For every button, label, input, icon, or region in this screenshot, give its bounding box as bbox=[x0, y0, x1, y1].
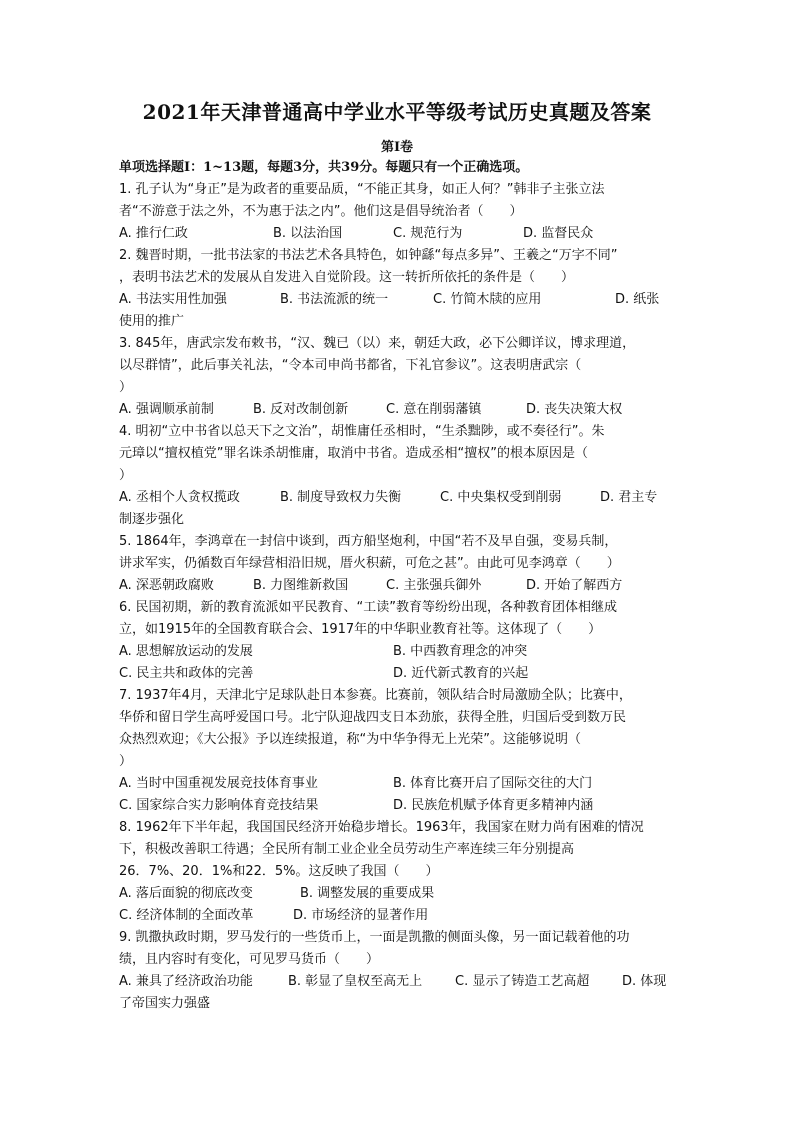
question-5-option-c: C. 主张强兵御外 bbox=[386, 578, 482, 593]
volume-heading: 第I卷 bbox=[380, 140, 414, 155]
question-7-line-3: 众热烈欢迎；《大公报》予以连续报道，称“为中华争得无上光荣”。这能够说明（ bbox=[119, 732, 581, 747]
question-4-option-a: A. 丞相个人贪权揽政 bbox=[119, 490, 240, 505]
question-7-option-a: A. 当时中国重视发展竞技体育事业 bbox=[119, 776, 318, 791]
question-7-line-2: 华侨和留日学生高呼爱国口号。北宁队迎战四支日本劲旅，获得全胜，归国后受到数万民 bbox=[119, 710, 627, 725]
question-5-option-a: A. 深恶朝政腐败 bbox=[119, 578, 214, 593]
question-4-option-d: D. 君主专 bbox=[600, 490, 658, 505]
question-8-line-3: 26．7%、20．1%和22．5%。这反映了我国（ ） bbox=[119, 864, 439, 879]
question-8-option-a: A. 落后面貌的彻底改变 bbox=[119, 886, 253, 901]
question-2-line-1: 2. 魏晋时期，一批书法家的书法艺术各具特色，如钟繇“每点多异”、王羲之“万字不同” bbox=[119, 248, 618, 263]
question-4-line-2: 元璋以“擅权植党”罪名诛杀胡惟庸，取消中书省。造成丞相“擅权”的根本原因是（ bbox=[119, 446, 588, 461]
question-4-line-1: 4. 明初“立中书省以总天下之文治”，胡惟庸任丞相时，“生杀黜陟，或不奏径行”。朱 bbox=[119, 424, 605, 439]
section-instructions: 单项选择题I：1~13题，每题3分，共39分。每题只有一个正确选项。 bbox=[119, 160, 529, 175]
question-4-line-3: ） bbox=[119, 468, 133, 483]
question-3-option-c: C. 意在削弱藩镇 bbox=[386, 402, 482, 417]
question-9-option-b: B. 彰显了皇权至高无上 bbox=[288, 974, 423, 989]
question-9-option-d-continued: 了帝国实力强盛 bbox=[119, 996, 211, 1011]
question-7-option-c: C. 国家综合实力影响体育竞技结果 bbox=[119, 798, 319, 813]
question-2-line-2: ，表明书法艺术的发展从自发进入自觉阶段。这一转折所依托的条件是（ ） bbox=[119, 270, 575, 285]
question-9-line-1: 9. 凯撒执政时期，罗马发行的一些货币上，一面是凯撒的侧面头像，另一面记载着他的功 bbox=[119, 930, 630, 945]
question-7-line-1: 7. 1937年4月，天津北宁足球队赴日本参赛。比赛前，领队结合时局激励全队；比赛中， bbox=[119, 688, 632, 703]
question-3-option-b: B. 反对改制创新 bbox=[253, 402, 349, 417]
question-4-option-b: B. 制度导致权力失衡 bbox=[280, 490, 402, 505]
question-9-option-a: A. 兼具了经济政治功能 bbox=[119, 974, 253, 989]
question-9-line-2: 绩，且内容时有变化，可见罗马货币（ ） bbox=[119, 952, 380, 967]
question-4-option-d-continued: 制逐步强化 bbox=[119, 512, 185, 527]
question-5-option-b: B. 力图维新救国 bbox=[253, 578, 349, 593]
question-2-option-a: A. 书法实用性加强 bbox=[119, 292, 227, 307]
question-3-option-a: A. 强调顺承前制 bbox=[119, 402, 214, 417]
question-2-option-b: B. 书法流派的统一 bbox=[280, 292, 389, 307]
question-8-option-d: D. 市场经济的显著作用 bbox=[293, 908, 429, 923]
question-5-line-1: 5. 1864年，李鸿章在一封信中谈到，西方船坚炮利，中国“若不及早自强，变易兵制， bbox=[119, 534, 618, 549]
question-8-line-2: 下，积极改善职工待遇；全民所有制工业企业全员劳动生产率连续三年分别提高 bbox=[119, 842, 575, 857]
question-5-option-d: D. 开始了解西方 bbox=[526, 578, 623, 593]
question-7-option-d: D. 民族危机赋予体育更多精神内涵 bbox=[393, 798, 594, 813]
question-2-option-d: D. 纸张 bbox=[615, 292, 660, 307]
question-3-option-d: D. 丧失决策大权 bbox=[526, 402, 623, 417]
question-1-option-a: A. 推行仁政 bbox=[119, 226, 188, 241]
question-2-option-d-continued: 使用的推广 bbox=[119, 314, 185, 329]
question-6-option-b: B. 中西教育理念的冲突 bbox=[393, 644, 528, 659]
question-7-option-b: B. 体育比赛开启了国际交往的大门 bbox=[393, 776, 593, 791]
question-9-option-d: D. 体现 bbox=[622, 974, 667, 989]
question-8-option-b: B. 调整发展的重要成果 bbox=[300, 886, 435, 901]
question-6-option-c: C. 民主共和政体的完善 bbox=[119, 666, 254, 681]
question-1-option-c: C. 规范行为 bbox=[393, 226, 463, 241]
question-7-line-4: ） bbox=[119, 754, 133, 769]
question-6-option-d: D. 近代新式教育的兴起 bbox=[393, 666, 529, 681]
question-6-line-2: 立，如1915年的全国教育联合会、1917年的中华职业教育社等。这体现了（ ） bbox=[119, 622, 602, 637]
question-9-option-c: C. 显示了铸造工艺高超 bbox=[455, 974, 590, 989]
question-2-option-c: C. 竹简木牍的应用 bbox=[433, 292, 542, 307]
question-5-line-2: 讲求军实，仍循数百年绿营相沿旧规，厝火积薪，可危之甚”。由此可见李鸿章（ ） bbox=[119, 556, 620, 571]
question-6-option-a: A. 思想解放运动的发展 bbox=[119, 644, 253, 659]
question-3-line-1: 3. 845年，唐武宗发布敕书，“汉、魏已（以）来，朝廷大政，必下公卿详议，博求理道， bbox=[119, 336, 636, 351]
question-1-option-d: D. 监督民众 bbox=[523, 226, 594, 241]
question-1-line-2: 者“不游意于法之外，不为惠于法之内”。他们这是倡导统治者（ ） bbox=[119, 204, 523, 219]
question-8-line-1: 8. 1962年下半年起，我国国民经济开始稳步增长。1963年，我国家在财力尚有困难的情况 bbox=[119, 820, 644, 835]
question-4-option-c: C. 中央集权受到削弱 bbox=[440, 490, 562, 505]
question-1-line-1: 1. 孔子认为“身正”是为政者的重要品质，“不能正其身，如正人何？”韩非子主张立法 bbox=[119, 182, 605, 197]
question-3-line-2: 以尽群情”，此后事关礼法，“令本司申尚书都省，下礼官参议”。这表明唐武宗（ bbox=[119, 358, 582, 373]
question-1-option-b: B. 以法治国 bbox=[273, 226, 343, 241]
question-8-option-c: C. 经济体制的全面改革 bbox=[119, 908, 254, 923]
question-3-line-3: ） bbox=[119, 380, 133, 395]
page-title: 2021年天津普通高中学业水平等级考试历史真题及答案 bbox=[142, 100, 652, 124]
question-6-line-1: 6. 民国初期，新的教育流派如平民教育、“工读”教育等纷纷出现，各种教育团体相继成 bbox=[119, 600, 618, 615]
